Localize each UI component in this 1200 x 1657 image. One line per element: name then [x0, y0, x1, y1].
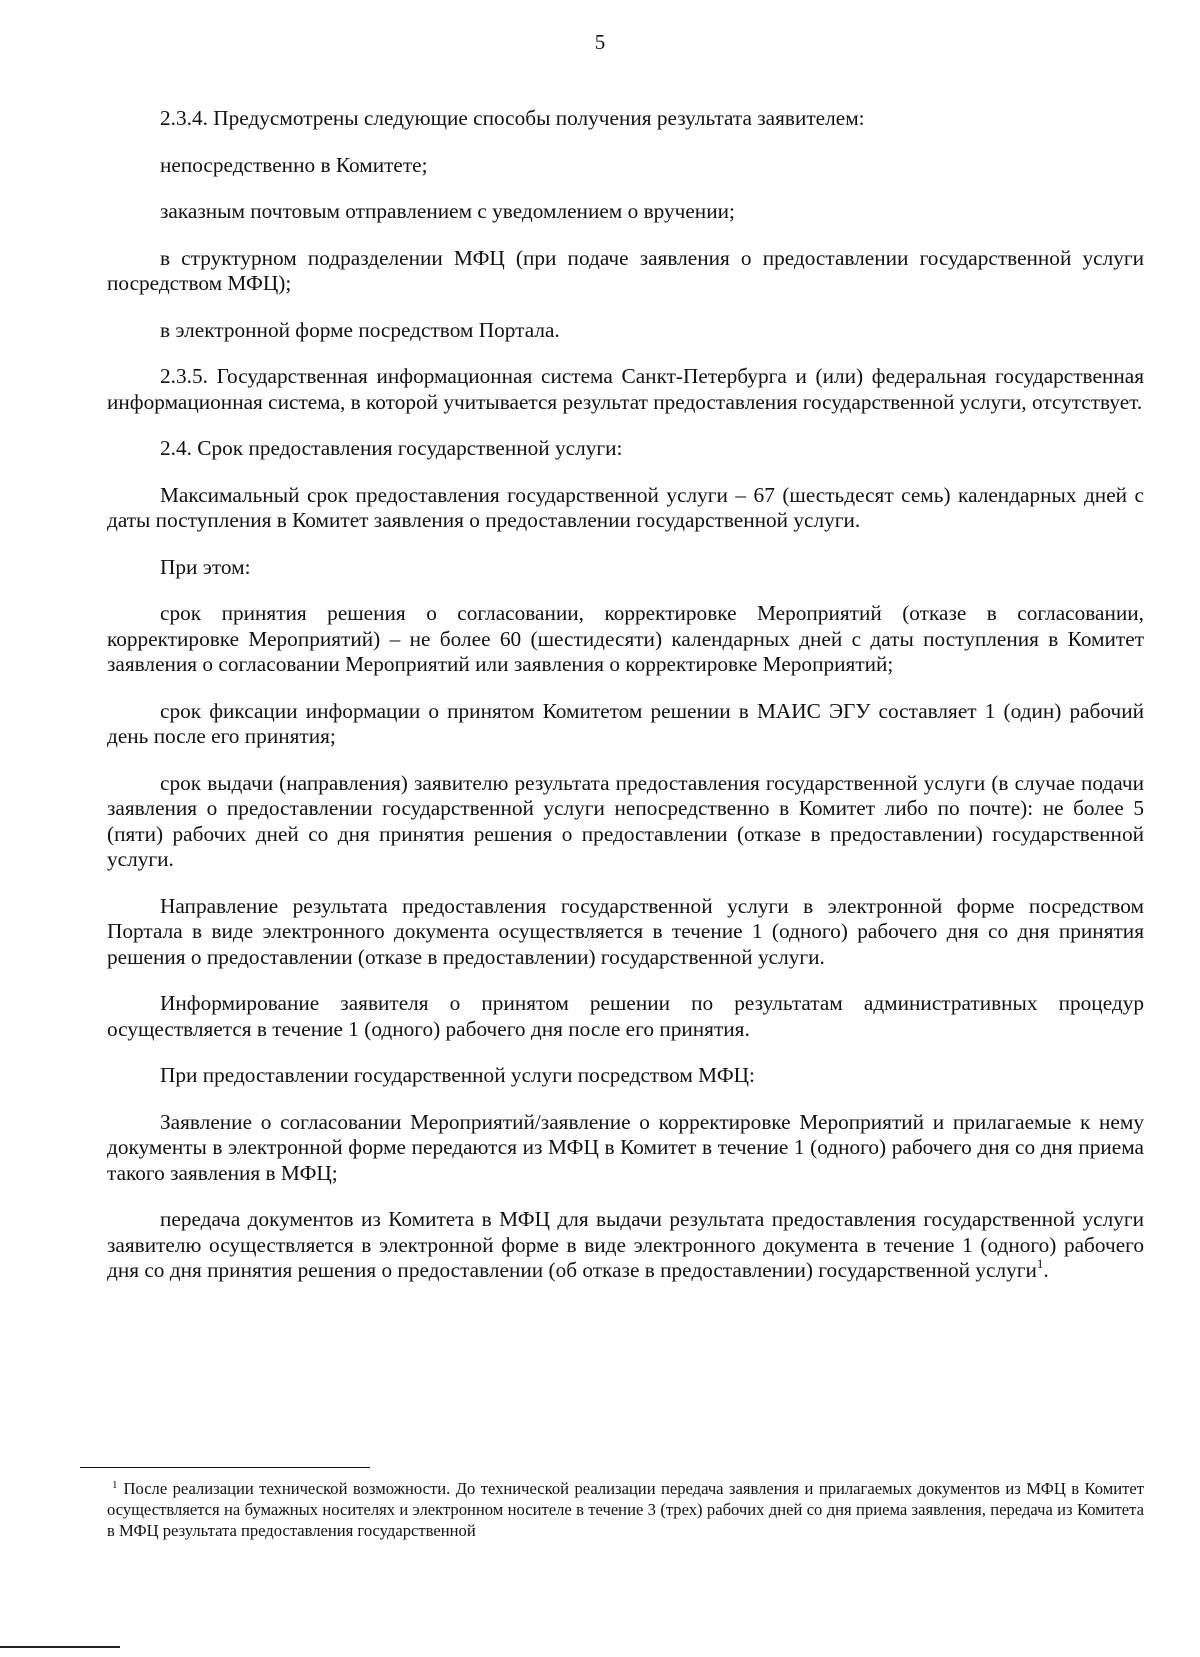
- document-body: [107, 106, 1144, 1284]
- paragraph-2-3-5: 2.3.5. Государственная информационная система Санкт-Петербурга и (или) федеральная государственная информационная система, в которой учитывается результат предоставления государственной услуги, отсутствует.: [107, 364, 1144, 414]
- paragraph-decision-term: срок принятия решения о согласовании, корректировке Мероприятий (отказе в согласовании, корректировке Мероприятий) – не более 60 (шестидесяти) календарных дней с даты поступления в Комитет заявления о согласовании Мероприятий или заявления о корректировке Мероприятий;: [107, 601, 1144, 676]
- footnote-text: После реализации технической возможности. До технической реализации передача заявления и прилагаемых документов из МФЦ в Комитет осуществляется на бумажных носителях и электронном носителе в течение 3 (трех) рабочих дней со дня приема заявления, передача из Комитета в МФЦ результата предоставления государственной: [107, 1479, 1144, 1540]
- paragraph-method-mfc: в структурном подразделении МФЦ (при подаче заявления о предоставлении государственной услуги посредством МФЦ);: [107, 245, 1144, 295]
- paragraph-mfc-application: Заявление о согласовании Мероприятий/заявление о корректировке Мероприятий и прилагаемые к нему документы в электронной форме передаются из МФЦ в Комитет в течение 1 (одного) рабочего дня со дня приема такого заявления в МФЦ;: [107, 1109, 1144, 1185]
- footnote-marker: 1: [112, 1479, 118, 1491]
- paragraph-portal-direction: Направление результата предоставления государственной услуги в электронной форме посредством Портала в виде электронного документа осуществляется в течение 1 (одного) рабочего дня со дня принятия решения о предоставлении (отказе в предоставлении) государственной услуги.: [107, 893, 1144, 969]
- paragraph-issue-term: срок выдачи (направления) заявителю результата предоставления государственной услуги (в случае подачи заявления о предоставлении государственной услуги непосредственно в Комитет либо по почте): не более 5 (пяти) рабочих дней со дня принятия решения о предоставлении (отказе в предоставлении) государственной услуги.: [107, 770, 1144, 871]
- paragraph-at-that: При этом:: [160, 554, 251, 579]
- paragraph-document-transfer: [107, 1207, 1144, 1284]
- paragraph-method-portal: в электронной форме посредством Портала.: [160, 317, 560, 342]
- footnote: [107, 1478, 1144, 1541]
- paragraph-2-4: 2.4. Срок предоставления государственной услуги:: [160, 436, 623, 460]
- paragraph-method-committee: непосредственно в Комитете;: [160, 152, 428, 177]
- footnote-separator: [80, 1467, 370, 1468]
- footnote-reference: 1: [1036, 1256, 1044, 1271]
- paragraph-informing: Информирование заявителя о принятом решении по результатам административных процедур осуществляется в течение 1 (одного) рабочего дня после его принятия.: [107, 991, 1144, 1041]
- paragraph-via-mfc: При предоставлении государственной услуги посредством МФЦ:: [160, 1063, 755, 1087]
- paragraph-mais-term: срок фиксации информации о принятом Комитетом решении в МАИС ЭГУ составляет 1 (один) рабочий день после его принятия;: [107, 698, 1144, 748]
- paragraph-end-period: .: [1043, 1258, 1049, 1282]
- paragraph-method-mail: заказным почтовым отправлением с уведомлением о вручении;: [160, 199, 735, 223]
- scan-edge-line: [0, 1646, 120, 1648]
- paragraph-2-3-4: 2.3.4. Предусмотрены следующие способы получения результата заявителем:: [160, 106, 865, 130]
- paragraph-document-transfer-text: передача документов из Комитета в МФЦ для выдачи результата предоставления государственной услуги заявителю осуществляется в электронной форме в виде электронного документа в течение 1 (одного) рабочего дня со дня принятия решения о предоставлении (об отказе в предоставлении) государственной услуги: [107, 1207, 1144, 1282]
- page-number: 5: [594, 30, 606, 54]
- paragraph-max-term: Максимальный срок предоставления государственной услуги – 67 (шестьдесят семь) календарных дней с даты поступления в Комитет заявления о предоставлении государственной услуги.: [107, 482, 1144, 532]
